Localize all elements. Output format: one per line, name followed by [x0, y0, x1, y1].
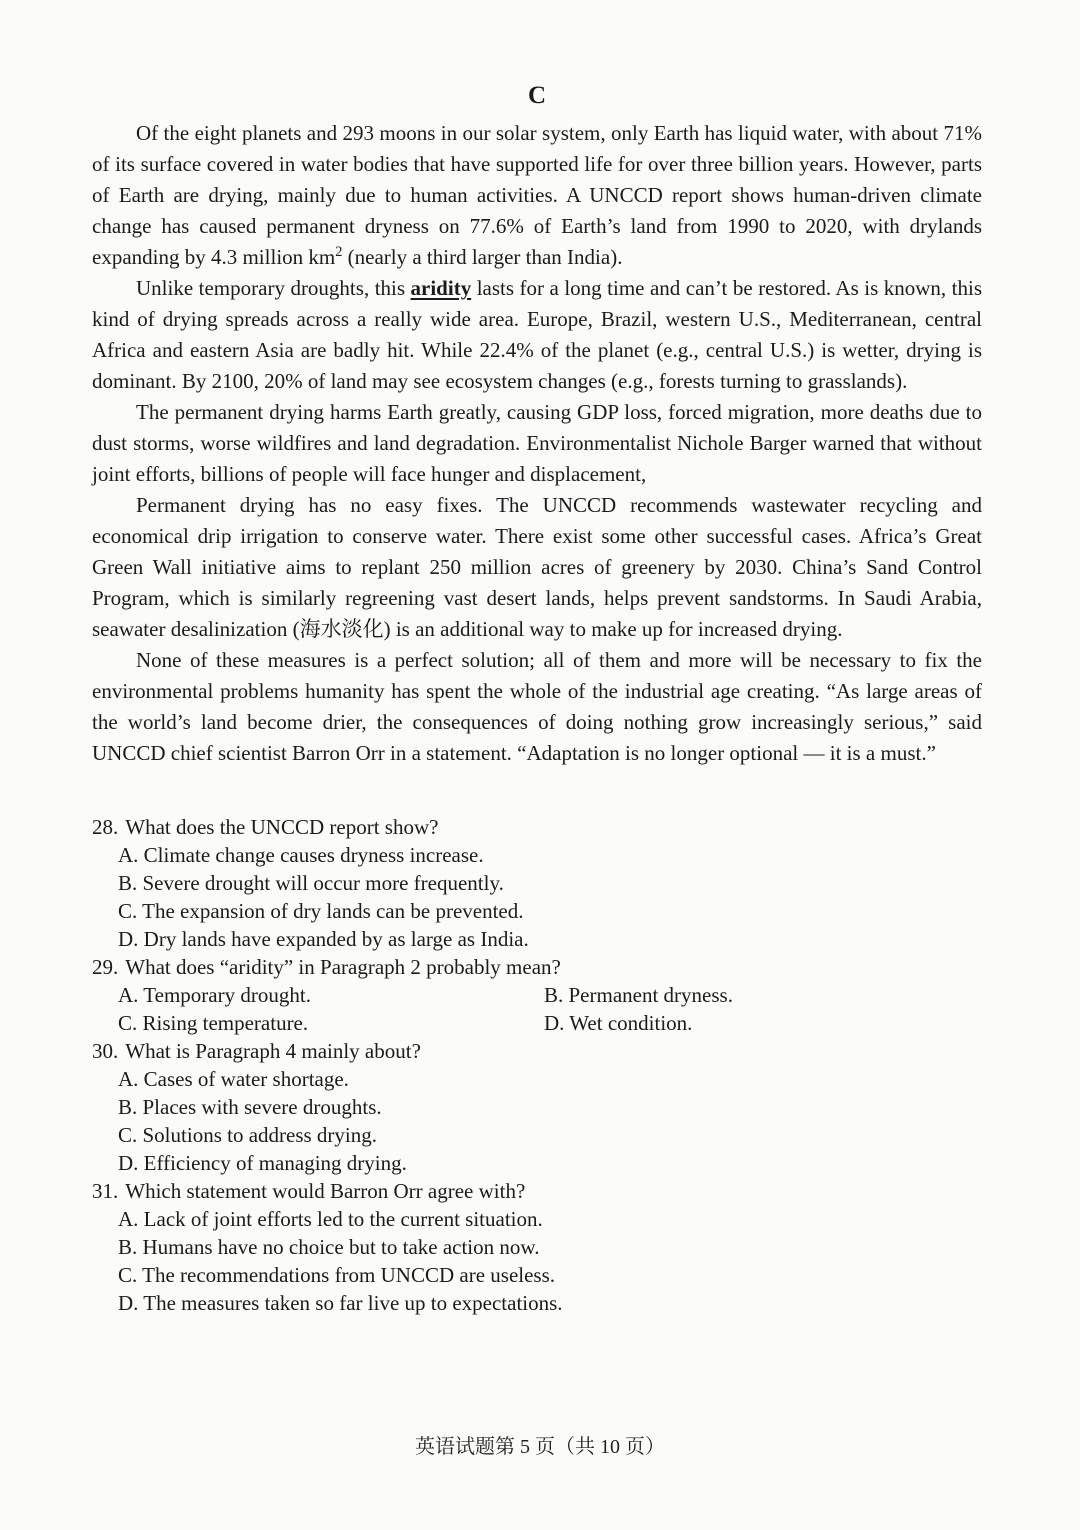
passage-text-segment: Of the eight planets and 293 moons in our solar system, only Earth has liquid water, with about 71% of its surface covered in water bodies that have supported life for over three billion years. However, parts of Earth are drying, mainly due to human activities. A UNCCD report shows human-driven climate change has caused permanent dryness on 77.6% of Earth’s land from 1990 to 2020, with drylands expanding by 4.3 million km — [92, 121, 982, 269]
question-text: Which statement would Barron Orr agree with? — [125, 1179, 526, 1203]
option-b: B. Severe drought will occur more frequently. — [118, 871, 504, 895]
keyword-aridity: aridity — [410, 276, 472, 300]
question-text: What does “aridity” in Paragraph 2 probably mean? — [125, 955, 561, 979]
option-c: C. The recommendations from UNCCD are useless. — [118, 1263, 556, 1287]
reading-passage — [92, 118, 982, 769]
option-c: C. The expansion of dry lands can be prevented. — [118, 899, 524, 923]
option-a: A. Temporary drought. — [118, 983, 311, 1007]
passage-text-segment: lasts for a long time and can’t be restored. As is known, this kind of drying spreads across a really wide area. Europe, Brazil, western U.S., Mediterranean, central Africa and eastern Asia are badly hit. While 22.4% of the planet (e.g., central U.S.) is wetter, drying is dominant. By 2100, 20% of land may see ecosystem changes (e.g., forests turning to grasslands). — [92, 276, 983, 393]
question-text: What does the UNCCD report show? — [125, 815, 439, 839]
question-stem — [92, 1177, 982, 1205]
page-footer: 英语试题第 5 页（共 10 页） — [415, 1436, 665, 1458]
section-label: C — [527, 82, 547, 109]
option-d: D. The measures taken so far live up to expectations. — [118, 1291, 563, 1315]
options-list — [92, 1065, 982, 1177]
option-b: B. Humans have no choice but to take action now. — [118, 1235, 540, 1259]
passage-paragraph-4: Permanent drying has no easy fixes. The UNCCD recommends wastewater recycling and economical drip irrigation to conserve water. There exist some other successful cases. Africa’s Great Green Wall initiative aims to replant 250 million acres of greenery by 2030. China’s Sand Control Program, which is similarly regreening vast desert lands, helps prevent sandstorms. In Saudi Arabia, seawater desalinization (海水淡化) is an additional way to make up for increased drying. — [92, 493, 982, 641]
passage-paragraph-1 — [92, 118, 982, 273]
question-number: 28. — [92, 815, 119, 839]
passage-text-segment: (nearly a third larger than India). — [342, 245, 623, 269]
question-number: 31. — [92, 1179, 119, 1203]
question-29 — [92, 953, 982, 1037]
option-b: B. Permanent dryness. — [544, 983, 733, 1007]
option-d: D. Dry lands have expanded by as large as India. — [118, 927, 529, 951]
question-text: What is Paragraph 4 mainly about? — [125, 1039, 421, 1063]
question-number: 29. — [92, 955, 119, 979]
questions-section — [92, 813, 982, 1317]
option-c: C. Solutions to address drying. — [118, 1123, 378, 1147]
superscript-2: 2 — [335, 244, 343, 260]
options-list — [92, 981, 982, 1037]
question-30 — [92, 1037, 982, 1177]
option-b: B. Places with severe droughts. — [118, 1095, 382, 1119]
question-stem — [92, 813, 982, 841]
page-content — [92, 82, 982, 1317]
question-number: 30. — [92, 1039, 119, 1063]
option-a: A. Climate change causes dryness increase. — [118, 843, 484, 867]
question-stem — [92, 953, 982, 981]
question-stem — [92, 1037, 982, 1065]
option-d: D. Wet condition. — [544, 1011, 693, 1035]
option-c: C. Rising temperature. — [118, 1011, 309, 1035]
question-28 — [92, 813, 982, 953]
question-31 — [92, 1177, 982, 1317]
passage-text-segment: Unlike temporary droughts, this — [136, 276, 411, 300]
option-d: D. Efficiency of managing drying. — [118, 1151, 407, 1175]
options-list — [92, 1205, 982, 1317]
passage-paragraph-5: None of these measures is a perfect solution; all of them and more will be necessary to fix the environmental problems humanity has spent the whole of the industrial age creating. “As large areas of the world’s land become drier, the consequences of doing nothing grow increasingly serious,” said UNCCD chief scientist Barron Orr in a statement. “Adaptation is no longer optional — it is a must.” — [92, 648, 982, 765]
options-list — [92, 841, 982, 953]
passage-paragraph-2 — [92, 273, 982, 397]
option-a: A. Lack of joint efforts led to the current situation. — [118, 1207, 543, 1231]
option-a: A. Cases of water shortage. — [118, 1067, 349, 1091]
passage-paragraph-3: The permanent drying harms Earth greatly, causing GDP loss, forced migration, more deaths due to dust storms, worse wildfires and land degradation. Environmentalist Nichole Barger warned that without joint efforts, billions of people will face hunger and displacement, — [92, 400, 982, 486]
